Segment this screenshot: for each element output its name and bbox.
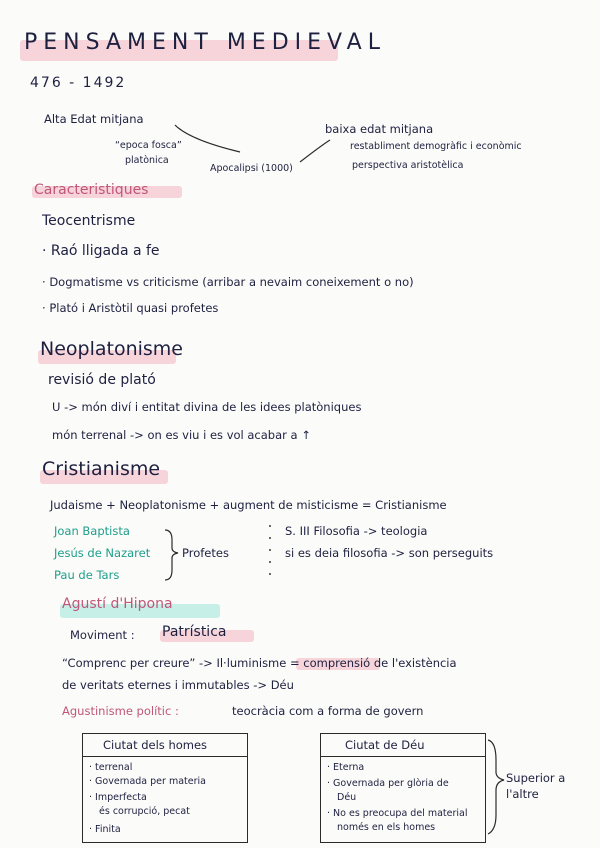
ciutat-deu-item: [337, 792, 356, 803]
ciutat-deu-title: Ciutat de Déu: [345, 738, 425, 752]
ciutat-homes-item-text: Finita: [95, 824, 121, 835]
bullet-3-text: Plató i Aristòtil quasi profetes: [49, 301, 219, 315]
bullet-1: · Raó lligada a fe: [42, 243, 160, 259]
caracteristiques-heading: Caracteristiques: [34, 182, 149, 198]
bullet-2-text: Dogmatisme vs criticisme (arribar a nevaim coneixement o no): [49, 275, 414, 289]
agustinisme-label: Agustinisme polític :: [62, 704, 179, 718]
profetes-label: Profetes: [182, 546, 229, 560]
ciutat-homes-item-text: Imperfecta: [95, 792, 147, 803]
profeta-3: Pau de Tars: [54, 568, 120, 582]
mon-terrenal: món terrenal -> on es viu i es vol acabar a ↑: [52, 428, 311, 442]
ciutat-homes-item: · Imperfecta: [89, 792, 147, 803]
agusti-heading: Agustí d'Hipona: [62, 596, 173, 612]
baixa-edat: baixa edat mitjana: [325, 122, 434, 136]
ciutat-homes-item: [99, 806, 190, 817]
apocalipsi: Apocalipsi (1000): [210, 163, 293, 174]
ciutat-deu-item: · Eterna: [327, 762, 365, 773]
revisio: revisió de plató: [48, 372, 156, 388]
veritats: de veritats eternes i immutables -> Déu: [62, 678, 294, 692]
ciutat-homes-item: · terrenal: [89, 762, 133, 773]
teocentrisme: Teocentrisme: [42, 213, 136, 229]
bullet-2: · Dogmatisme vs criticisme (arribar a nevaim coneixement o no): [42, 275, 414, 289]
ciutat-deu-item: · Governada per glòria de: [327, 778, 449, 789]
perspectiva: perspectiva aristotèlica: [352, 160, 464, 171]
bullet-1-text: Raó lligada a fe: [50, 243, 160, 259]
comprenc: “Comprenc per creure” -> Il·luminisme = comprensió de l'existència: [62, 656, 457, 670]
moviment-label: Moviment :: [70, 628, 135, 642]
ciutat-homes-item-text: Governada per materia: [95, 776, 206, 787]
epoca-fosca: “epoca fosca”: [115, 140, 182, 151]
date-range: 476 - 1492: [30, 75, 127, 91]
bullet-3: · Plató i Aristòtil quasi profetes: [42, 301, 219, 315]
ciutat-homes-item: · Governada per materia: [89, 776, 206, 787]
ciutat-deu-item: [337, 822, 435, 833]
page-title: PENSAMENT MEDIEVAL: [24, 30, 386, 55]
profeta-2: Jesús de Nazaret: [54, 546, 151, 560]
patristica: Patrística: [162, 624, 227, 640]
ciutat-deu-item: · No es preocupa del material: [327, 808, 468, 819]
alta-edat: Alta Edat mitjana: [44, 112, 144, 126]
ciutat-homes-divider: [83, 756, 247, 757]
agustinisme-value: teocràcia com a forma de govern: [232, 704, 424, 718]
ciutat-deu-item-text: No es preocupa del material: [333, 808, 468, 819]
ciutat-deu-item-text: Déu: [337, 792, 357, 803]
ciutat-deu-item-text: Governada per glòria de: [333, 778, 449, 789]
neoplatonisme-heading: Neoplatonisme: [40, 338, 184, 360]
platonica: platònica: [125, 155, 169, 166]
profeta-1: Joan Baptista: [54, 524, 130, 538]
ciutat-deu-box: [320, 733, 486, 843]
ciutat-deu-item-text: només en els homes: [337, 822, 436, 833]
cristianisme-formula: Judaisme + Neoplatonisme + augment de misticisme = Cristianisme: [50, 498, 447, 512]
restabliment: restabliment demogràfic i econòmic: [350, 141, 522, 152]
cristianisme-heading: Cristianisme: [42, 458, 161, 480]
ciutat-homes-item: · Finita: [89, 824, 121, 835]
ciutat-deu-divider: [321, 756, 485, 757]
ciutat-homes-title: Ciutat dels homes: [103, 738, 208, 752]
ciutat-homes-item-text: és corrupció, pecat: [99, 806, 190, 817]
mon-divi: U -> món diví i entitat divina de les idees platòniques: [52, 400, 362, 414]
ciutat-deu-item-text: Eterna: [333, 762, 365, 773]
ciutat-homes-box: [82, 733, 248, 843]
superior-note: Superior a l'altre: [506, 771, 566, 801]
ciutat-homes-item-text: terrenal: [95, 762, 133, 773]
perseguits: si es deia filosofia -> son perseguits: [285, 546, 494, 560]
segle-iii: S. III Filosofia -> teologia: [285, 524, 428, 538]
